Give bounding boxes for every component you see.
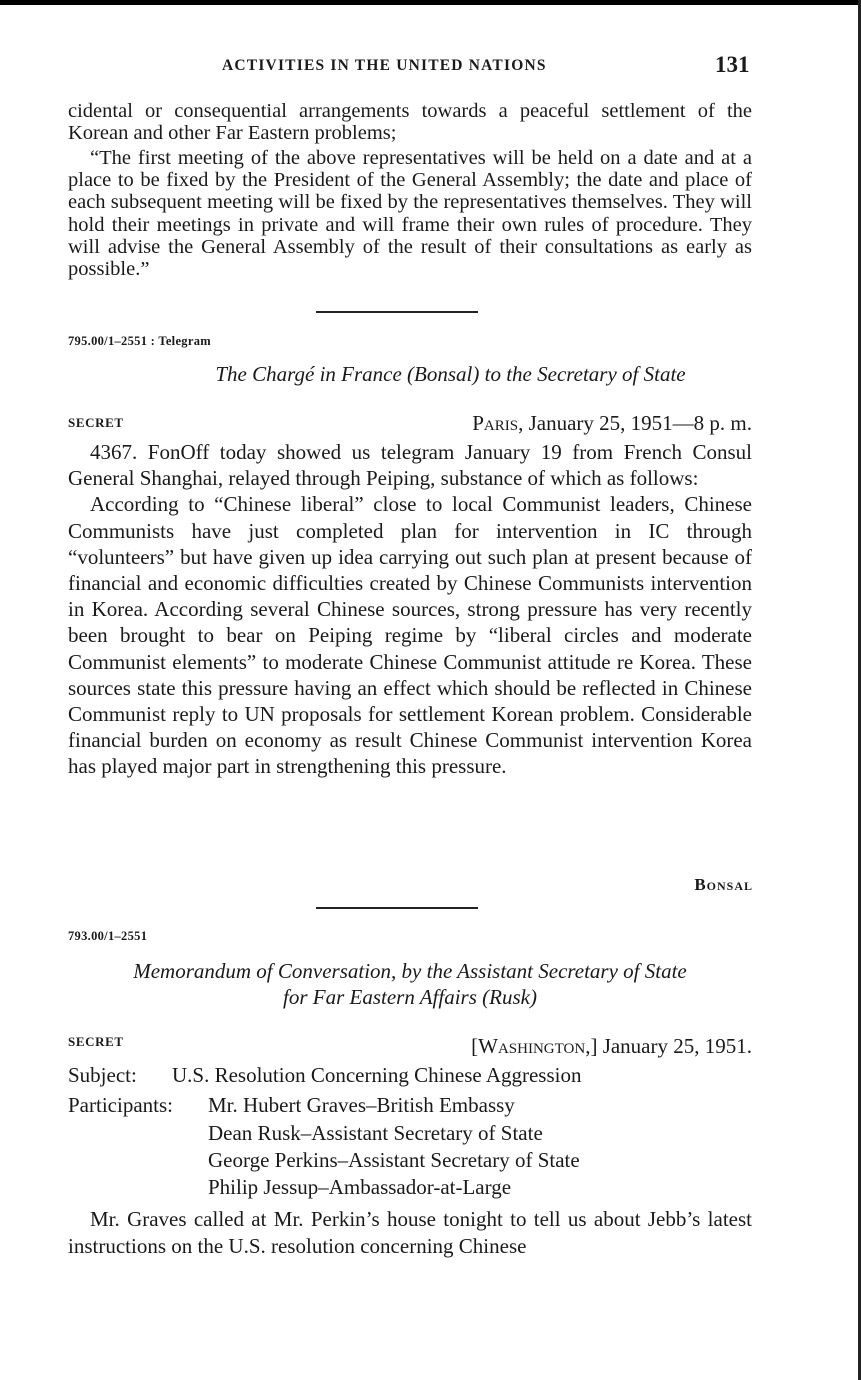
document2-classification: SECRET — [68, 1034, 124, 1049]
continuation-paragraph-2: “The first meeting of the above representatives will be held on a date and at a place to be fixed by the President of the General Assembly; the date and place of each subsequent meeting will be fixed by the representatives themselves. They will hold their meetings in private and will frame their own rules of procedure. They will advise the General Assembly of the result of their consultations as early as possible.” — [68, 147, 752, 281]
participant-item: Philip Jessup–Ambassador-at-Large — [208, 1175, 512, 1199]
document1-signature: Bonsal — [694, 875, 753, 894]
document1-place: Paris, — [472, 411, 524, 435]
document2-place: [Washington,] — [471, 1034, 598, 1058]
document2-body-paragraph: Mr. Graves called at Mr. Perkin’s house tonight to tell us about Jebb’s latest instructions on the U.S. resolution concerning Chinese — [68, 1207, 752, 1258]
document2-subject-label: Subject: — [68, 1063, 137, 1087]
document2-title-line-1: Memorandum of Conversation, by the Assistant Secretary of State — [133, 959, 687, 983]
document1-title: The Chargé in France (Bonsal) to the Secretary of State — [215, 362, 686, 386]
participant-item: Mr. Hubert Graves–British Embassy — [208, 1093, 515, 1117]
document1-paragraph-2: According to “Chinese liberal” close to local Communist leaders, Chinese Communists have just completed plan for intervention in IC through “volunteers” but have given up idea carrying out such plan at present because of financial and economic difficulties created by Chinese Communists intervention in Korea. According several Chinese sources, strong pressure has very recently been brought to bear on Peiping regime by “liberal circles and moderate Communist elements” to moderate Chinese Communist attitude re Korea. These sources state this pressure having an effect which should be reflected in Chinese Communist reply to UN proposals for settlement Korean problem. Considerable financial burden on economy as result Chinese Communist intervention Korea has played major part in strengthening this pressure. — [68, 492, 752, 779]
page-number: 131 — [715, 52, 750, 77]
document2-date: January 25, 1951. — [602, 1034, 752, 1058]
document1-date: January 25, 1951—8 p. m. — [528, 411, 752, 435]
continuation-paragraph-1: cidental or consequential arrangements towards a peaceful settlement of the Korean and other Far Eastern problems; — [68, 100, 752, 144]
section-divider-1 — [316, 311, 478, 313]
document1-body — [68, 439, 752, 780]
document2-title-line-2: for Far Eastern Affairs (Rusk) — [283, 985, 537, 1009]
participant-item: George Perkins–Assistant Secretary of State — [208, 1148, 580, 1172]
participant-item: Dean Rusk–Assistant Secretary of State — [208, 1121, 543, 1145]
section-divider-2 — [316, 907, 478, 909]
document1-file-ref: 795.00/1–2551 : Telegram — [68, 334, 211, 348]
document2-file-ref: 793.00/1–2551 — [68, 929, 148, 943]
document1-paragraph-1: 4367. FonOff today showed us telegram January 19 from French Consul General Shanghai, relayed through Peiping, substance of which as follows: — [68, 440, 752, 491]
document2-participants-label: Participants: — [68, 1093, 173, 1117]
document2-title — [68, 958, 752, 1010]
page-top-border — [0, 0, 861, 5]
document2-dateline — [300, 1034, 752, 1059]
running-header-title: ACTIVITIES IN THE UNITED NATIONS — [222, 57, 547, 74]
document1-dateline — [300, 411, 752, 436]
document1-classification: SECRET — [68, 415, 124, 430]
document2-subject-value: U.S. Resolution Concerning Chinese Aggression — [172, 1063, 582, 1087]
